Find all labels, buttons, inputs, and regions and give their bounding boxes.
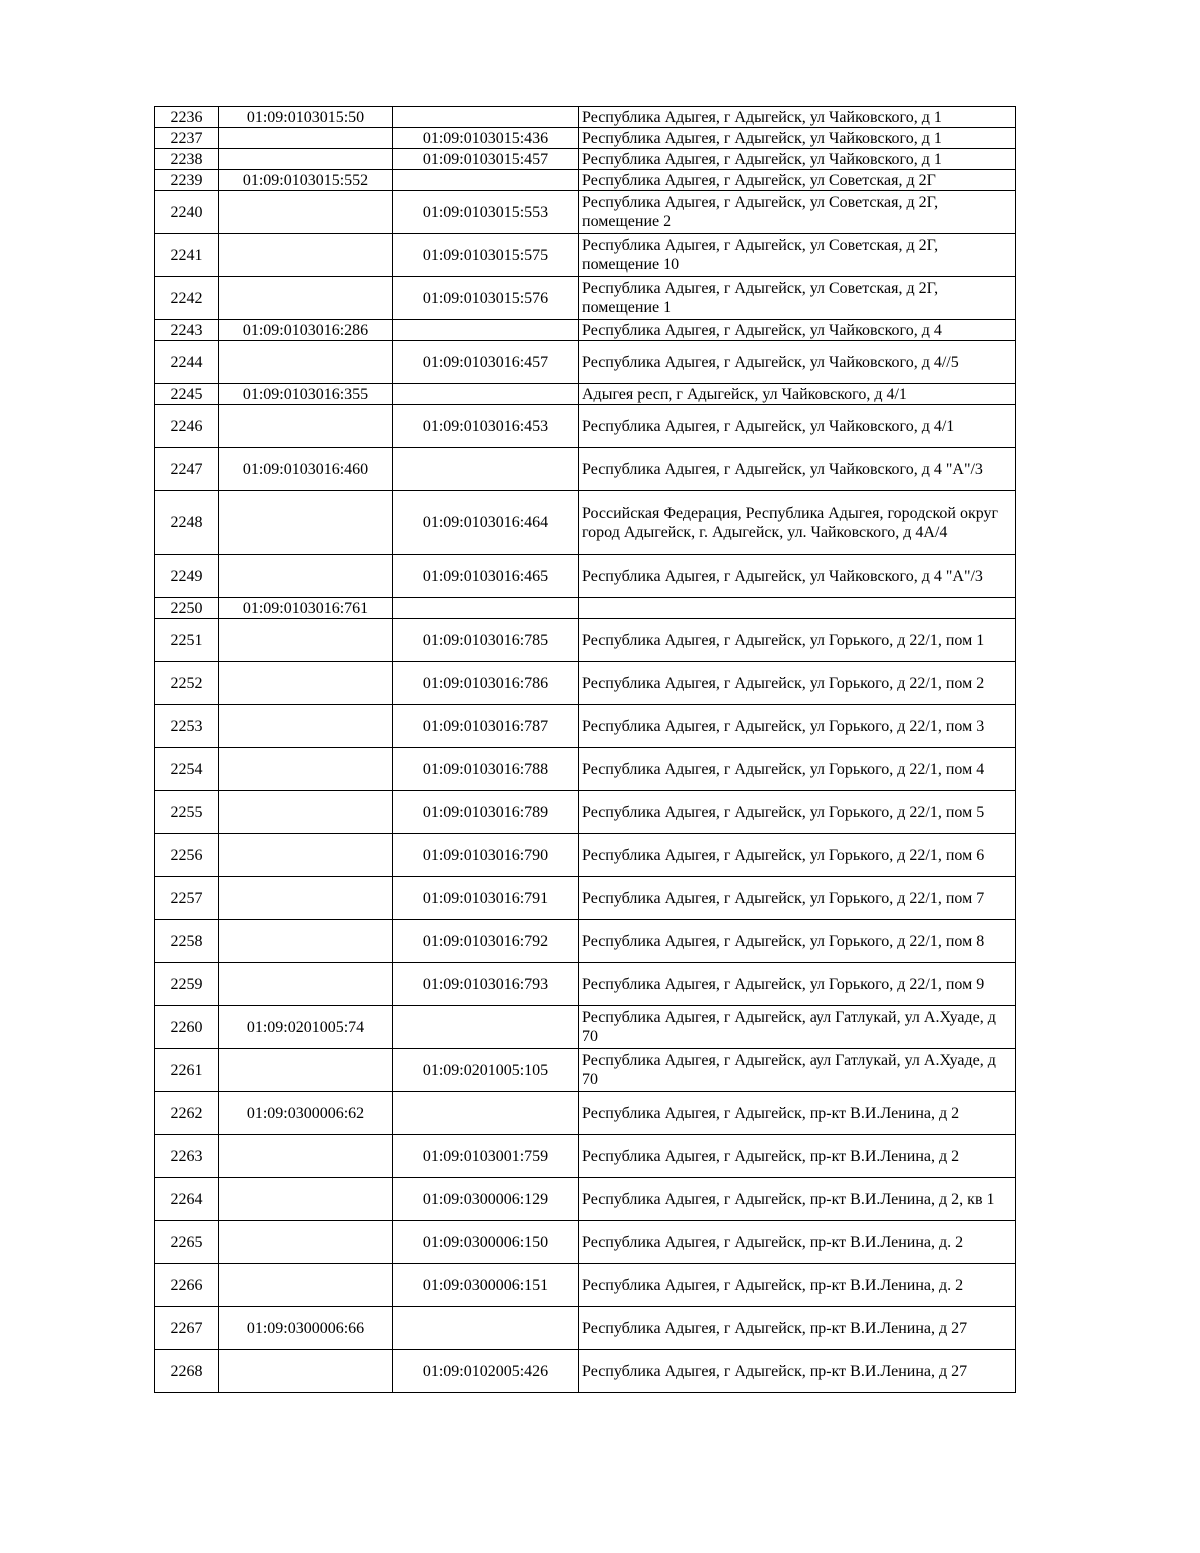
address-cell: Республика Адыгея, г Адыгейск, ул Чайковского, д 4//5	[579, 341, 1016, 384]
object-cadastral-number-cell: 01:09:0300006:151	[393, 1264, 579, 1307]
table-row	[155, 920, 1016, 963]
object-cadastral-number-cell: 01:09:0103016:785	[393, 619, 579, 662]
parcel-cadastral-number-cell	[219, 191, 393, 234]
row-number-cell: 2254	[155, 748, 219, 791]
table-row	[155, 234, 1016, 277]
object-cadastral-number-cell: 01:09:0103016:464	[393, 491, 579, 555]
parcel-cadastral-number-cell	[219, 1350, 393, 1393]
table-row	[155, 448, 1016, 491]
row-number-cell: 2239	[155, 170, 219, 191]
table-row	[155, 191, 1016, 234]
table-row	[155, 149, 1016, 170]
object-cadastral-number-cell: 01:09:0103001:759	[393, 1135, 579, 1178]
address-cell: Республика Адыгея, г Адыгейск, пр-кт В.И.Ленина, д 2, кв 1	[579, 1178, 1016, 1221]
row-number-cell: 2266	[155, 1264, 219, 1307]
address-cell: Республика Адыгея, г Адыгейск, ул Горького, д 22/1, пом 9	[579, 963, 1016, 1006]
address-cell: Республика Адыгея, г Адыгейск, ул Горького, д 22/1, пом 8	[579, 920, 1016, 963]
table-row	[155, 1049, 1016, 1092]
address-cell: Республика Адыгея, г Адыгейск, ул Горького, д 22/1, пом 4	[579, 748, 1016, 791]
address-cell: Республика Адыгея, г Адыгейск, ул Чайковского, д 1	[579, 107, 1016, 128]
row-number-cell: 2240	[155, 191, 219, 234]
parcel-cadastral-number-cell: 01:09:0103016:355	[219, 384, 393, 405]
address-cell: Республика Адыгея, г Адыгейск, ул Горького, д 22/1, пом 2	[579, 662, 1016, 705]
address-cell: Республика Адыгея, г Адыгейск, ул Чайковского, д 4 "А"/3	[579, 555, 1016, 598]
object-cadastral-number-cell: 01:09:0300006:129	[393, 1178, 579, 1221]
row-number-cell: 2245	[155, 384, 219, 405]
parcel-cadastral-number-cell	[219, 619, 393, 662]
object-cadastral-number-cell: 01:09:0300006:150	[393, 1221, 579, 1264]
parcel-cadastral-number-cell	[219, 791, 393, 834]
parcel-cadastral-number-cell	[219, 963, 393, 1006]
object-cadastral-number-cell	[393, 384, 579, 405]
object-cadastral-number-cell: 01:09:0103016:791	[393, 877, 579, 920]
address-cell: Республика Адыгея, г Адыгейск, ул Советская, д 2Г, помещение 10	[579, 234, 1016, 277]
parcel-cadastral-number-cell: 01:09:0103016:761	[219, 598, 393, 619]
row-number-cell: 2268	[155, 1350, 219, 1393]
table-row	[155, 662, 1016, 705]
row-number-cell: 2244	[155, 341, 219, 384]
parcel-cadastral-number-cell	[219, 149, 393, 170]
parcel-cadastral-number-cell	[219, 555, 393, 598]
parcel-cadastral-number-cell: 01:09:0103016:460	[219, 448, 393, 491]
row-number-cell: 2255	[155, 791, 219, 834]
object-cadastral-number-cell: 01:09:0103015:576	[393, 277, 579, 320]
table-row	[155, 1350, 1016, 1393]
table-row	[155, 107, 1016, 128]
table-row	[155, 277, 1016, 320]
row-number-cell: 2261	[155, 1049, 219, 1092]
table-row	[155, 384, 1016, 405]
row-number-cell: 2242	[155, 277, 219, 320]
object-cadastral-number-cell: 01:09:0103016:788	[393, 748, 579, 791]
address-cell: Республика Адыгея, г Адыгейск, ул Горького, д 22/1, пом 1	[579, 619, 1016, 662]
parcel-cadastral-number-cell: 01:09:0300006:62	[219, 1092, 393, 1135]
table-row	[155, 1264, 1016, 1307]
row-number-cell: 2237	[155, 128, 219, 149]
object-cadastral-number-cell: 01:09:0103016:457	[393, 341, 579, 384]
object-cadastral-number-cell: 01:09:0103015:436	[393, 128, 579, 149]
parcel-cadastral-number-cell	[219, 834, 393, 877]
table-row	[155, 791, 1016, 834]
table-row	[155, 128, 1016, 149]
address-cell: Республика Адыгея, г Адыгейск, ул Горького, д 22/1, пом 6	[579, 834, 1016, 877]
object-cadastral-number-cell: 01:09:0201005:105	[393, 1049, 579, 1092]
parcel-cadastral-number-cell	[219, 748, 393, 791]
row-number-cell: 2258	[155, 920, 219, 963]
object-cadastral-number-cell	[393, 107, 579, 128]
row-number-cell: 2253	[155, 705, 219, 748]
row-number-cell: 2238	[155, 149, 219, 170]
parcel-cadastral-number-cell	[219, 1135, 393, 1178]
row-number-cell: 2246	[155, 405, 219, 448]
table-row	[155, 320, 1016, 341]
object-cadastral-number-cell: 01:09:0103016:790	[393, 834, 579, 877]
address-cell: Республика Адыгея, г Адыгейск, ул Горького, д 22/1, пом 7	[579, 877, 1016, 920]
address-cell: Республика Адыгея, г Адыгейск, аул Гатлукай, ул А.Хуаде, д 70	[579, 1049, 1016, 1092]
row-number-cell: 2259	[155, 963, 219, 1006]
object-cadastral-number-cell: 01:09:0103016:792	[393, 920, 579, 963]
address-cell: Республика Адыгея, г Адыгейск, ул Чайковского, д 1	[579, 128, 1016, 149]
row-number-cell: 2256	[155, 834, 219, 877]
table-row	[155, 1006, 1016, 1049]
address-cell: Республика Адыгея, г Адыгейск, ул Чайковского, д 4	[579, 320, 1016, 341]
address-cell: Республика Адыгея, г Адыгейск, ул Горького, д 22/1, пом 5	[579, 791, 1016, 834]
row-number-cell: 2264	[155, 1178, 219, 1221]
address-cell: Адыгея респ, г Адыгейск, ул Чайковского, д 4/1	[579, 384, 1016, 405]
object-cadastral-number-cell: 01:09:0103015:553	[393, 191, 579, 234]
table-row	[155, 1221, 1016, 1264]
address-cell: Республика Адыгея, г Адыгейск, ул Чайковского, д 4/1	[579, 405, 1016, 448]
registry-body	[155, 107, 1016, 1393]
table-row	[155, 170, 1016, 191]
address-cell: Республика Адыгея, г Адыгейск, ул Советская, д 2Г, помещение 1	[579, 277, 1016, 320]
row-number-cell: 2241	[155, 234, 219, 277]
table-row	[155, 834, 1016, 877]
parcel-cadastral-number-cell	[219, 1178, 393, 1221]
address-cell: Республика Адыгея, г Адыгейск, пр-кт В.И.Ленина, д 2	[579, 1135, 1016, 1178]
parcel-cadastral-number-cell: 01:09:0201005:74	[219, 1006, 393, 1049]
row-number-cell: 2265	[155, 1221, 219, 1264]
table-row	[155, 341, 1016, 384]
parcel-cadastral-number-cell	[219, 491, 393, 555]
address-cell: Российская Федерация, Республика Адыгея, городской округ город Адыгейск, г. Адыгейск, ул. Чайковского, д 4А/4	[579, 491, 1016, 555]
table-row	[155, 748, 1016, 791]
object-cadastral-number-cell: 01:09:0103016:453	[393, 405, 579, 448]
row-number-cell: 2263	[155, 1135, 219, 1178]
object-cadastral-number-cell: 01:09:0102005:426	[393, 1350, 579, 1393]
row-number-cell: 2249	[155, 555, 219, 598]
parcel-cadastral-number-cell	[219, 1264, 393, 1307]
parcel-cadastral-number-cell	[219, 877, 393, 920]
row-number-cell: 2247	[155, 448, 219, 491]
row-number-cell: 2248	[155, 491, 219, 555]
object-cadastral-number-cell	[393, 1006, 579, 1049]
address-cell: Республика Адыгея, г Адыгейск, ул Чайковского, д 1	[579, 149, 1016, 170]
parcel-cadastral-number-cell	[219, 341, 393, 384]
table-row	[155, 705, 1016, 748]
parcel-cadastral-number-cell	[219, 405, 393, 448]
address-cell: Республика Адыгея, г Адыгейск, пр-кт В.И.Ленина, д 27	[579, 1350, 1016, 1393]
object-cadastral-number-cell: 01:09:0103015:457	[393, 149, 579, 170]
object-cadastral-number-cell	[393, 448, 579, 491]
row-number-cell: 2257	[155, 877, 219, 920]
address-cell	[579, 598, 1016, 619]
object-cadastral-number-cell	[393, 1092, 579, 1135]
parcel-cadastral-number-cell: 01:09:0103015:50	[219, 107, 393, 128]
address-cell: Республика Адыгея, г Адыгейск, ул Чайковского, д 4 "А"/3	[579, 448, 1016, 491]
parcel-cadastral-number-cell	[219, 920, 393, 963]
address-cell: Республика Адыгея, г Адыгейск, пр-кт В.И.Ленина, д. 2	[579, 1221, 1016, 1264]
object-cadastral-number-cell	[393, 170, 579, 191]
address-cell: Республика Адыгея, г Адыгейск, пр-кт В.И.Ленина, д. 2	[579, 1264, 1016, 1307]
object-cadastral-number-cell: 01:09:0103016:793	[393, 963, 579, 1006]
parcel-cadastral-number-cell	[219, 1221, 393, 1264]
row-number-cell: 2260	[155, 1006, 219, 1049]
table-row	[155, 405, 1016, 448]
table-row	[155, 1307, 1016, 1350]
address-cell: Республика Адыгея, г Адыгейск, ул Горького, д 22/1, пом 3	[579, 705, 1016, 748]
address-cell: Республика Адыгея, г Адыгейск, пр-кт В.И.Ленина, д 2	[579, 1092, 1016, 1135]
parcel-cadastral-number-cell	[219, 128, 393, 149]
object-cadastral-number-cell	[393, 320, 579, 341]
address-cell: Республика Адыгея, г Адыгейск, пр-кт В.И.Ленина, д 27	[579, 1307, 1016, 1350]
parcel-cadastral-number-cell: 01:09:0103016:286	[219, 320, 393, 341]
table-row	[155, 1178, 1016, 1221]
parcel-cadastral-number-cell: 01:09:0300006:66	[219, 1307, 393, 1350]
row-number-cell: 2243	[155, 320, 219, 341]
table-row	[155, 555, 1016, 598]
table-row	[155, 963, 1016, 1006]
address-cell: Республика Адыгея, г Адыгейск, аул Гатлукай, ул А.Хуаде, д 70	[579, 1006, 1016, 1049]
row-number-cell: 2251	[155, 619, 219, 662]
object-cadastral-number-cell: 01:09:0103016:786	[393, 662, 579, 705]
table-row	[155, 619, 1016, 662]
table-row	[155, 598, 1016, 619]
object-cadastral-number-cell	[393, 598, 579, 619]
row-number-cell: 2252	[155, 662, 219, 705]
row-number-cell: 2262	[155, 1092, 219, 1135]
parcel-cadastral-number-cell	[219, 277, 393, 320]
table-row	[155, 1092, 1016, 1135]
table-row	[155, 1135, 1016, 1178]
registry-table	[154, 106, 1016, 1393]
parcel-cadastral-number-cell: 01:09:0103015:552	[219, 170, 393, 191]
row-number-cell: 2236	[155, 107, 219, 128]
object-cadastral-number-cell: 01:09:0103016:789	[393, 791, 579, 834]
parcel-cadastral-number-cell	[219, 662, 393, 705]
address-cell: Республика Адыгея, г Адыгейск, ул Советская, д 2Г, помещение 2	[579, 191, 1016, 234]
object-cadastral-number-cell: 01:09:0103016:787	[393, 705, 579, 748]
table-row	[155, 491, 1016, 555]
object-cadastral-number-cell	[393, 1307, 579, 1350]
parcel-cadastral-number-cell	[219, 705, 393, 748]
row-number-cell: 2267	[155, 1307, 219, 1350]
table-row	[155, 877, 1016, 920]
object-cadastral-number-cell: 01:09:0103016:465	[393, 555, 579, 598]
parcel-cadastral-number-cell	[219, 1049, 393, 1092]
row-number-cell: 2250	[155, 598, 219, 619]
address-cell: Республика Адыгея, г Адыгейск, ул Советская, д 2Г	[579, 170, 1016, 191]
parcel-cadastral-number-cell	[219, 234, 393, 277]
object-cadastral-number-cell: 01:09:0103015:575	[393, 234, 579, 277]
